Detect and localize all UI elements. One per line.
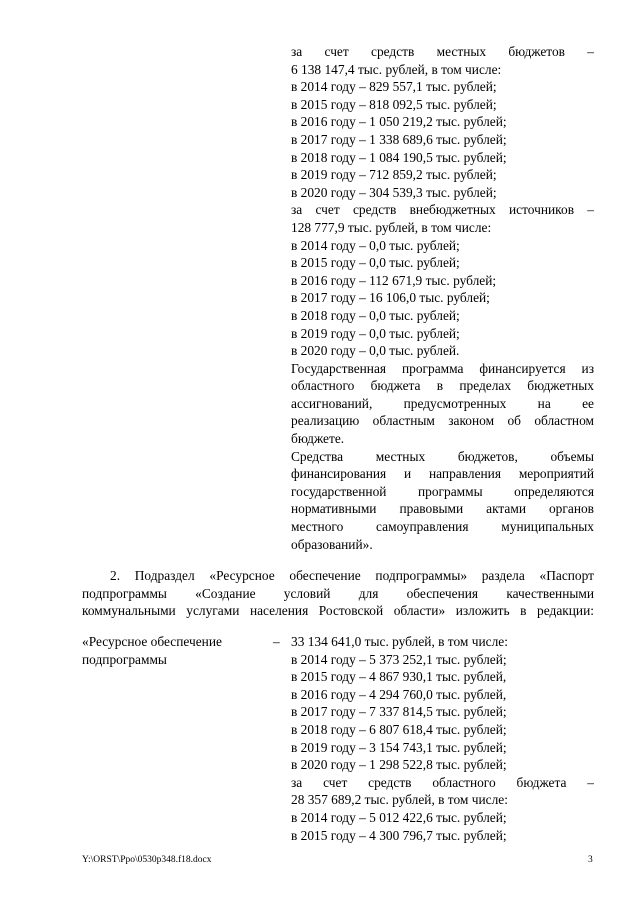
text-line: нормативными правовыми актами органов	[291, 501, 594, 517]
text-line: в 2014 году – 5 373 252,1 тыс. рублей;	[291, 651, 507, 667]
text-line: за счет средств внебюджетных источников –	[291, 202, 594, 218]
resource-label	[82, 633, 222, 668]
text-line: «Ресурсное обеспечение	[82, 634, 222, 649]
label-dash: –	[273, 634, 280, 649]
text-line: финансирования и направления мероприятий	[291, 466, 594, 482]
text-line: в 2020 году – 1 298 522,8 тыс. рублей;	[291, 757, 507, 773]
text-line: в 2014 году – 829 557,1 тыс. рублей;	[291, 79, 497, 95]
text-line: в 2019 году – 0,0 тыс. рублей;	[291, 325, 460, 341]
text-line: коммунальными услугами населения Ростовской области» изложить в редакции:	[82, 603, 594, 619]
text-line: ассигнований, предусмотренных на ее	[291, 395, 594, 411]
text-line: Государственная программа финансируется из	[291, 360, 594, 376]
text-line: в 2016 году – 4 294 760,0 тыс. рублей,	[291, 686, 507, 702]
text-line: подпрограммы «Создание условий для обеспечения качественными	[82, 585, 594, 601]
text-line: в 2019 году – 712 859,2 тыс. рублей;	[291, 167, 497, 183]
text-line: в 2015 году – 4 300 796,7 тыс. рублей;	[291, 827, 507, 843]
funding-block-bottom	[291, 633, 594, 844]
text-line: 6 138 147,4 тыс. рублей, в том числе:	[291, 61, 502, 77]
text-line: за счет средств местных бюджетов –	[291, 44, 594, 59]
text-line: в 2017 году – 1 338 689,6 тыс. рублей;	[291, 131, 507, 147]
text-line: в 2017 году – 7 337 814,5 тыс. рублей;	[291, 704, 507, 720]
funding-block-top	[291, 43, 594, 553]
text-line: в 2018 году – 6 807 618,4 тыс. рублей;	[291, 721, 507, 737]
text-line: за счет средств областного бюджета –	[291, 774, 594, 790]
text-line: в 2016 году – 112 671,9 тыс. рублей;	[291, 272, 497, 288]
text-line: в 2015 году – 0,0 тыс. рублей;	[291, 255, 460, 271]
text-line: в 2015 году – 818 092,5 тыс. рублей;	[291, 96, 497, 112]
text-line: 33 134 641,0 тыс. рублей, в том числе:	[291, 634, 508, 649]
text-line: Средства местных бюджетов, объемы	[291, 448, 594, 464]
text-line: в 2018 году – 1 084 190,5 тыс. рублей;	[291, 149, 507, 165]
text-line: бюджете.	[291, 431, 345, 447]
text-line: местного самоуправления муниципальных	[291, 519, 594, 535]
local-budget-note	[291, 448, 594, 554]
financing-note	[291, 360, 594, 448]
page-number: 3	[588, 855, 593, 865]
text-line: в 2014 году – 0,0 тыс. рублей;	[291, 237, 460, 253]
text-line: реализацию областным законом об областном	[291, 413, 594, 429]
text-line: в 2020 году – 0,0 тыс. рублей.	[291, 343, 460, 359]
text-line: областного бюджета в пределах бюджетных	[291, 378, 594, 394]
text-line: в 2020 году – 304 539,3 тыс. рублей;	[291, 184, 497, 200]
text-line: в 2016 году – 1 050 219,2 тыс. рублей;	[291, 114, 507, 130]
text-line: в 2014 году – 5 012 422,6 тыс. рублей;	[291, 809, 507, 825]
text-line: государственной программы определяются	[291, 483, 594, 499]
text-line: в 2018 году – 0,0 тыс. рублей;	[291, 307, 460, 323]
text-line: 128 777,9 тыс. рублей, в том числе:	[291, 219, 492, 235]
text-line: в 2017 году – 16 106,0 тыс. рублей;	[291, 290, 490, 306]
text-line: образований».	[291, 536, 373, 552]
text-line: 2. Подраздел «Ресурсное обеспечение подпрограммы» раздела «Паспорт	[110, 568, 594, 583]
text-line: в 2019 году – 3 154 743,1 тыс. рублей;	[291, 739, 507, 755]
text-line: подпрограммы	[82, 651, 167, 667]
amendment-paragraph	[82, 567, 594, 620]
footer-file-path: Y:\ORST\Ppo\0530p348.f18.docx	[82, 855, 212, 865]
text-line: в 2015 году – 4 867 930,1 тыс. рублей,	[291, 669, 507, 685]
text-line: 28 357 689,2 тыс. рублей, в том числе:	[291, 792, 508, 808]
